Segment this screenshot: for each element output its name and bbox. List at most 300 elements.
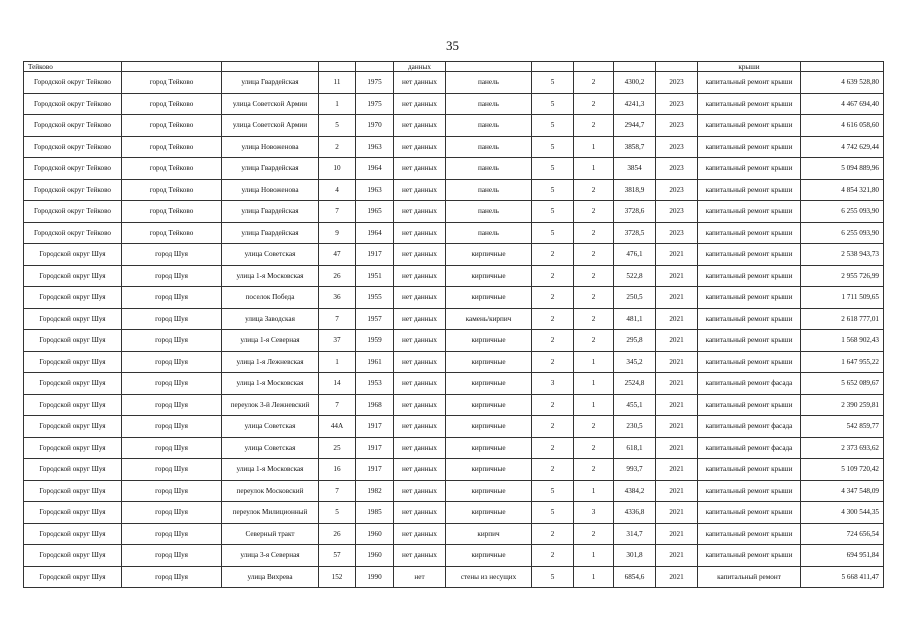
cell-settlement: город Тейково — [122, 136, 222, 158]
cell-house: 9 — [319, 222, 356, 244]
cell-work-type: капитальный ремонт крыши — [698, 545, 801, 567]
cell-municipality: Городской округ Шуя — [24, 437, 122, 459]
cell-plan-year: 2021 — [656, 566, 698, 588]
table-row — [24, 115, 884, 137]
cell-year-built: 1963 — [356, 136, 394, 158]
cell-street: улица Вихрева — [222, 566, 319, 588]
cell-year-built: 1963 — [356, 179, 394, 201]
cell-entrances: 2 — [574, 265, 614, 287]
cell-reconstruction: нет данных — [394, 351, 446, 373]
cell-house: 7 — [319, 480, 356, 502]
cell-entrances: 2 — [574, 523, 614, 545]
cell-settlement: город Шуя — [122, 330, 222, 352]
cell-street: улица Новоженова — [222, 179, 319, 201]
cell-reconstruction: нет данных — [394, 437, 446, 459]
cell-wall-material: кирпич — [446, 523, 532, 545]
cell-municipality: Тейково — [24, 62, 122, 72]
cell-entrances: 2 — [574, 222, 614, 244]
cell-municipality: Городской округ Тейково — [24, 136, 122, 158]
cell-work-type: капитальный ремонт фасада — [698, 373, 801, 395]
cell-house — [319, 62, 356, 72]
cell-settlement: город Шуя — [122, 373, 222, 395]
cell-wall-material: кирпичные — [446, 480, 532, 502]
cell-work-type: капитальный ремонт крыши — [698, 308, 801, 330]
cell-municipality: Городской округ Шуя — [24, 308, 122, 330]
cell-cost: 4 742 629,44 — [801, 136, 884, 158]
cell-area: 3858,7 — [614, 136, 656, 158]
cell-street: улица Новоженова — [222, 136, 319, 158]
cell-area: 345,2 — [614, 351, 656, 373]
cell-floors: 2 — [532, 330, 574, 352]
cell-municipality: Городской округ Шуя — [24, 265, 122, 287]
cell-settlement — [122, 62, 222, 72]
cell-year-built: 1970 — [356, 115, 394, 137]
cell-settlement: город Тейково — [122, 93, 222, 115]
cell-house: 37 — [319, 330, 356, 352]
cell-wall-material: кирпичные — [446, 265, 532, 287]
cell-wall-material: панель — [446, 72, 532, 94]
table-row-continued — [24, 62, 884, 72]
cell-plan-year: 2021 — [656, 502, 698, 524]
cell-reconstruction: нет данных — [394, 265, 446, 287]
cell-municipality: Городской округ Шуя — [24, 394, 122, 416]
cell-settlement: город Тейково — [122, 222, 222, 244]
cell-year-built: 1957 — [356, 308, 394, 330]
cell-wall-material: кирпичные — [446, 287, 532, 309]
cell-plan-year: 2021 — [656, 437, 698, 459]
cell-floors: 2 — [532, 416, 574, 438]
cell-year-built: 1964 — [356, 222, 394, 244]
cell-street: улица Советская — [222, 416, 319, 438]
cell-floors: 5 — [532, 136, 574, 158]
cell-settlement: город Шуя — [122, 416, 222, 438]
cell-municipality: Городской округ Тейково — [24, 201, 122, 223]
cell-cost: 4 854 321,80 — [801, 179, 884, 201]
cell-work-type: капитальный ремонт крыши — [698, 394, 801, 416]
cell-year-built: 1917 — [356, 459, 394, 481]
cell-area: 3728,6 — [614, 201, 656, 223]
cell-settlement: город Шуя — [122, 351, 222, 373]
cell-entrances: 1 — [574, 351, 614, 373]
cell-municipality: Городской округ Тейково — [24, 72, 122, 94]
cell-area: 4241,3 — [614, 93, 656, 115]
cell-area: 314,7 — [614, 523, 656, 545]
cell-wall-material: кирпичные — [446, 394, 532, 416]
cell-cost: 5 094 889,96 — [801, 158, 884, 180]
cell-floors: 5 — [532, 158, 574, 180]
cell-municipality: Городской округ Тейково — [24, 158, 122, 180]
cell-cost: 4 347 548,09 — [801, 480, 884, 502]
cell-year-built: 1951 — [356, 265, 394, 287]
cell-municipality: Городской округ Шуя — [24, 416, 122, 438]
cell-municipality: Городской округ Шуя — [24, 480, 122, 502]
cell-entrances: 2 — [574, 72, 614, 94]
cell-work-type: капитальный ремонт крыши — [698, 72, 801, 94]
cell-wall-material: панель — [446, 222, 532, 244]
cell-settlement: город Тейково — [122, 158, 222, 180]
cell-area: 250,5 — [614, 287, 656, 309]
cell-wall-material: кирпичные — [446, 459, 532, 481]
cell-plan-year: 2021 — [656, 265, 698, 287]
cell-cost: 4 300 544,35 — [801, 502, 884, 524]
cell-municipality: Городской округ Шуя — [24, 373, 122, 395]
cell-entrances: 2 — [574, 179, 614, 201]
cell-work-type: капитальный ремонт крыши — [698, 480, 801, 502]
cell-entrances: 2 — [574, 93, 614, 115]
cell-floors: 2 — [532, 265, 574, 287]
cell-year-built: 1964 — [356, 158, 394, 180]
cell-entrances: 2 — [574, 115, 614, 137]
cell-reconstruction: нет данных — [394, 244, 446, 266]
cell-area: 455,1 — [614, 394, 656, 416]
cell-reconstruction: нет — [394, 566, 446, 588]
table-row — [24, 93, 884, 115]
cell-street: улица 1-я Московская — [222, 373, 319, 395]
cell-street: поселок Победа — [222, 287, 319, 309]
cell-reconstruction: нет данных — [394, 480, 446, 502]
cell-street: улица Гвардейская — [222, 222, 319, 244]
cell-area: 6854,6 — [614, 566, 656, 588]
cell-reconstruction: нет данных — [394, 523, 446, 545]
cell-plan-year: 2021 — [656, 416, 698, 438]
cell-reconstruction: нет данных — [394, 222, 446, 244]
cell-year-built: 1917 — [356, 416, 394, 438]
cell-wall-material: панель — [446, 179, 532, 201]
cell-reconstruction: нет данных — [394, 416, 446, 438]
cell-work-type: капитальный ремонт крыши — [698, 523, 801, 545]
cell-house: 47 — [319, 244, 356, 266]
cell-year-built: 1955 — [356, 287, 394, 309]
cell-year-built: 1968 — [356, 394, 394, 416]
cell-entrances: 2 — [574, 244, 614, 266]
cell-cost: 1 711 509,65 — [801, 287, 884, 309]
cell-plan-year — [656, 62, 698, 72]
cell-floors: 5 — [532, 480, 574, 502]
cell-wall-material: панель — [446, 201, 532, 223]
cell-settlement: город Шуя — [122, 480, 222, 502]
cell-entrances: 2 — [574, 459, 614, 481]
cell-cost: 724 656,54 — [801, 523, 884, 545]
cell-floors: 2 — [532, 545, 574, 567]
table-row — [24, 394, 884, 416]
cell-work-type: капитальный ремонт крыши — [698, 136, 801, 158]
table-row — [24, 480, 884, 502]
cell-year-built — [356, 62, 394, 72]
cell-work-type: капитальный ремонт крыши — [698, 244, 801, 266]
cell-reconstruction: нет данных — [394, 72, 446, 94]
cell-year-built: 1959 — [356, 330, 394, 352]
table-row — [24, 523, 884, 545]
cell-cost: 2 538 943,73 — [801, 244, 884, 266]
cell-reconstruction: нет данных — [394, 179, 446, 201]
cell-house: 16 — [319, 459, 356, 481]
cell-plan-year: 2023 — [656, 158, 698, 180]
cell-street: улица Советская — [222, 437, 319, 459]
cell-settlement: город Шуя — [122, 502, 222, 524]
cell-municipality: Городской округ Шуя — [24, 545, 122, 567]
cell-floors: 5 — [532, 222, 574, 244]
cell-area: 993,7 — [614, 459, 656, 481]
cell-settlement: город Шуя — [122, 437, 222, 459]
cell-work-type: капитальный ремонт крыши — [698, 222, 801, 244]
cell-reconstruction: нет данных — [394, 136, 446, 158]
cell-work-type: капитальный ремонт крыши — [698, 502, 801, 524]
cell-reconstruction: нет данных — [394, 158, 446, 180]
cell-area: 3818,9 — [614, 179, 656, 201]
cell-plan-year: 2021 — [656, 330, 698, 352]
cell-house: 2 — [319, 136, 356, 158]
cell-wall-material: кирпичные — [446, 373, 532, 395]
cell-entrances: 2 — [574, 308, 614, 330]
cell-wall-material — [446, 62, 532, 72]
cell-floors: 2 — [532, 459, 574, 481]
table-row — [24, 244, 884, 266]
cell-entrances: 2 — [574, 287, 614, 309]
cell-wall-material: панель — [446, 93, 532, 115]
cell-municipality: Городской округ Тейково — [24, 179, 122, 201]
cell-entrances — [574, 62, 614, 72]
cell-floors: 5 — [532, 179, 574, 201]
cell-entrances: 1 — [574, 566, 614, 588]
cell-cost: 694 951,84 — [801, 545, 884, 567]
cell-settlement: город Шуя — [122, 394, 222, 416]
cell-reconstruction: нет данных — [394, 502, 446, 524]
cell-area: 230,5 — [614, 416, 656, 438]
cell-area: 295,8 — [614, 330, 656, 352]
cell-year-built: 1975 — [356, 93, 394, 115]
cell-reconstruction: нет данных — [394, 93, 446, 115]
table-row — [24, 201, 884, 223]
cell-work-type: капитальный ремонт фасада — [698, 416, 801, 438]
cell-settlement: город Шуя — [122, 287, 222, 309]
cell-reconstruction: нет данных — [394, 373, 446, 395]
cell-cost: 2 373 693,62 — [801, 437, 884, 459]
cell-area: 3854 — [614, 158, 656, 180]
cell-house: 26 — [319, 265, 356, 287]
table-row — [24, 265, 884, 287]
cell-settlement: город Тейково — [122, 179, 222, 201]
housing-register-table — [23, 61, 884, 588]
cell-street: улица Гвардейская — [222, 72, 319, 94]
cell-municipality: Городской округ Шуя — [24, 287, 122, 309]
cell-plan-year: 2023 — [656, 93, 698, 115]
cell-entrances: 1 — [574, 158, 614, 180]
cell-area: 618,1 — [614, 437, 656, 459]
cell-plan-year: 2023 — [656, 115, 698, 137]
cell-street: улица 1-я Лежневская — [222, 351, 319, 373]
table-row — [24, 459, 884, 481]
cell-area: 481,1 — [614, 308, 656, 330]
cell-house: 44А — [319, 416, 356, 438]
cell-cost: 4 467 694,40 — [801, 93, 884, 115]
cell-year-built: 1965 — [356, 201, 394, 223]
cell-plan-year: 2021 — [656, 545, 698, 567]
cell-street: переулок Московский — [222, 480, 319, 502]
cell-work-type: капитальный ремонт крыши — [698, 265, 801, 287]
cell-floors — [532, 62, 574, 72]
cell-floors: 2 — [532, 308, 574, 330]
cell-plan-year: 2021 — [656, 394, 698, 416]
cell-cost: 1 568 902,43 — [801, 330, 884, 352]
cell-plan-year: 2023 — [656, 222, 698, 244]
cell-municipality: Городской округ Шуя — [24, 523, 122, 545]
cell-work-type: капитальный ремонт крыши — [698, 459, 801, 481]
cell-wall-material: кирпичные — [446, 545, 532, 567]
table-row — [24, 502, 884, 524]
cell-cost: 4 639 528,80 — [801, 72, 884, 94]
cell-plan-year: 2021 — [656, 373, 698, 395]
cell-cost: 6 255 093,90 — [801, 222, 884, 244]
cell-house: 5 — [319, 502, 356, 524]
cell-house: 11 — [319, 72, 356, 94]
cell-house: 25 — [319, 437, 356, 459]
cell-house: 4 — [319, 179, 356, 201]
cell-area: 476,1 — [614, 244, 656, 266]
table-row — [24, 179, 884, 201]
cell-plan-year: 2021 — [656, 523, 698, 545]
cell-municipality: Городской округ Шуя — [24, 351, 122, 373]
cell-street: улица Советской Армии — [222, 93, 319, 115]
cell-year-built: 1960 — [356, 545, 394, 567]
cell-settlement: город Шуя — [122, 459, 222, 481]
cell-floors: 2 — [532, 351, 574, 373]
cell-work-type: крыши — [698, 62, 801, 72]
cell-cost — [801, 62, 884, 72]
cell-wall-material: стены из несущих — [446, 566, 532, 588]
cell-work-type: капитальный ремонт крыши — [698, 330, 801, 352]
cell-street: улица Гвардейская — [222, 201, 319, 223]
cell-area — [614, 62, 656, 72]
cell-reconstruction: нет данных — [394, 287, 446, 309]
cell-reconstruction: нет данных — [394, 545, 446, 567]
page-number: 35 — [446, 38, 459, 53]
cell-cost: 2 390 259,81 — [801, 394, 884, 416]
cell-cost: 5 668 411,47 — [801, 566, 884, 588]
cell-wall-material: кирпичные — [446, 244, 532, 266]
cell-reconstruction: нет данных — [394, 308, 446, 330]
cell-year-built: 1982 — [356, 480, 394, 502]
cell-street: улица 1-я Северная — [222, 330, 319, 352]
cell-wall-material: камень/кирпич — [446, 308, 532, 330]
cell-floors: 3 — [532, 373, 574, 395]
cell-reconstruction: нет данных — [394, 201, 446, 223]
cell-plan-year: 2021 — [656, 351, 698, 373]
cell-settlement: город Шуя — [122, 523, 222, 545]
cell-house: 152 — [319, 566, 356, 588]
cell-municipality: Городской округ Шуя — [24, 330, 122, 352]
cell-entrances: 1 — [574, 394, 614, 416]
table-row — [24, 437, 884, 459]
cell-plan-year: 2023 — [656, 201, 698, 223]
table-row — [24, 72, 884, 94]
cell-reconstruction: нет данных — [394, 394, 446, 416]
cell-reconstruction: нет данных — [394, 330, 446, 352]
cell-house: 10 — [319, 158, 356, 180]
cell-cost: 6 255 093,90 — [801, 201, 884, 223]
cell-cost: 1 647 955,22 — [801, 351, 884, 373]
cell-floors: 5 — [532, 72, 574, 94]
cell-entrances: 2 — [574, 201, 614, 223]
cell-floors: 2 — [532, 523, 574, 545]
cell-house: 36 — [319, 287, 356, 309]
cell-area: 4384,2 — [614, 480, 656, 502]
table-row — [24, 330, 884, 352]
table-row — [24, 222, 884, 244]
table-row — [24, 373, 884, 395]
cell-plan-year: 2023 — [656, 72, 698, 94]
cell-entrances: 1 — [574, 545, 614, 567]
cell-cost: 5 652 089,67 — [801, 373, 884, 395]
table-row — [24, 566, 884, 588]
cell-entrances: 1 — [574, 480, 614, 502]
cell-year-built: 1960 — [356, 523, 394, 545]
cell-street: улица 1-я Московская — [222, 459, 319, 481]
cell-house: 5 — [319, 115, 356, 137]
table-row — [24, 545, 884, 567]
cell-work-type: капитальный ремонт крыши — [698, 179, 801, 201]
cell-work-type: капитальный ремонт фасада — [698, 437, 801, 459]
cell-municipality: Городской округ Тейково — [24, 115, 122, 137]
cell-street: переулок 3-й Лежневский — [222, 394, 319, 416]
cell-wall-material: панель — [446, 158, 532, 180]
cell-wall-material: кирпичные — [446, 437, 532, 459]
cell-work-type: капитальный ремонт крыши — [698, 158, 801, 180]
table-row — [24, 351, 884, 373]
cell-settlement: город Шуя — [122, 566, 222, 588]
cell-year-built: 1961 — [356, 351, 394, 373]
cell-wall-material: панель — [446, 115, 532, 137]
cell-settlement: город Шуя — [122, 265, 222, 287]
cell-reconstruction: нет данных — [394, 459, 446, 481]
cell-house: 14 — [319, 373, 356, 395]
cell-entrances: 1 — [574, 136, 614, 158]
cell-work-type: капитальный ремонт крыши — [698, 93, 801, 115]
cell-plan-year: 2023 — [656, 179, 698, 201]
cell-floors: 2 — [532, 244, 574, 266]
cell-wall-material: кирпичные — [446, 330, 532, 352]
cell-floors: 2 — [532, 437, 574, 459]
cell-plan-year: 2021 — [656, 480, 698, 502]
cell-work-type: капитальный ремонт крыши — [698, 351, 801, 373]
cell-entrances: 2 — [574, 416, 614, 438]
cell-floors: 5 — [532, 93, 574, 115]
cell-plan-year: 2021 — [656, 287, 698, 309]
table-row — [24, 416, 884, 438]
cell-reconstruction: нет данных — [394, 115, 446, 137]
cell-street: улица Гвардейская — [222, 158, 319, 180]
cell-work-type: капитальный ремонт крыши — [698, 201, 801, 223]
cell-street: улица 1-я Московская — [222, 265, 319, 287]
cell-municipality: Городской округ Шуя — [24, 244, 122, 266]
cell-municipality: Городской округ Шуя — [24, 566, 122, 588]
cell-settlement: город Шуя — [122, 545, 222, 567]
cell-house: 26 — [319, 523, 356, 545]
cell-house: 1 — [319, 351, 356, 373]
cell-cost: 4 616 058,60 — [801, 115, 884, 137]
cell-area: 2524,8 — [614, 373, 656, 395]
cell-year-built: 1917 — [356, 244, 394, 266]
cell-area: 301,8 — [614, 545, 656, 567]
cell-house: 7 — [319, 308, 356, 330]
cell-floors: 2 — [532, 394, 574, 416]
cell-settlement: город Шуя — [122, 308, 222, 330]
cell-reconstruction: данных — [394, 62, 446, 72]
table-row — [24, 136, 884, 158]
cell-work-type: капитальный ремонт крыши — [698, 287, 801, 309]
cell-floors: 5 — [532, 502, 574, 524]
cell-entrances: 2 — [574, 437, 614, 459]
cell-street: улица Советской Армии — [222, 115, 319, 137]
